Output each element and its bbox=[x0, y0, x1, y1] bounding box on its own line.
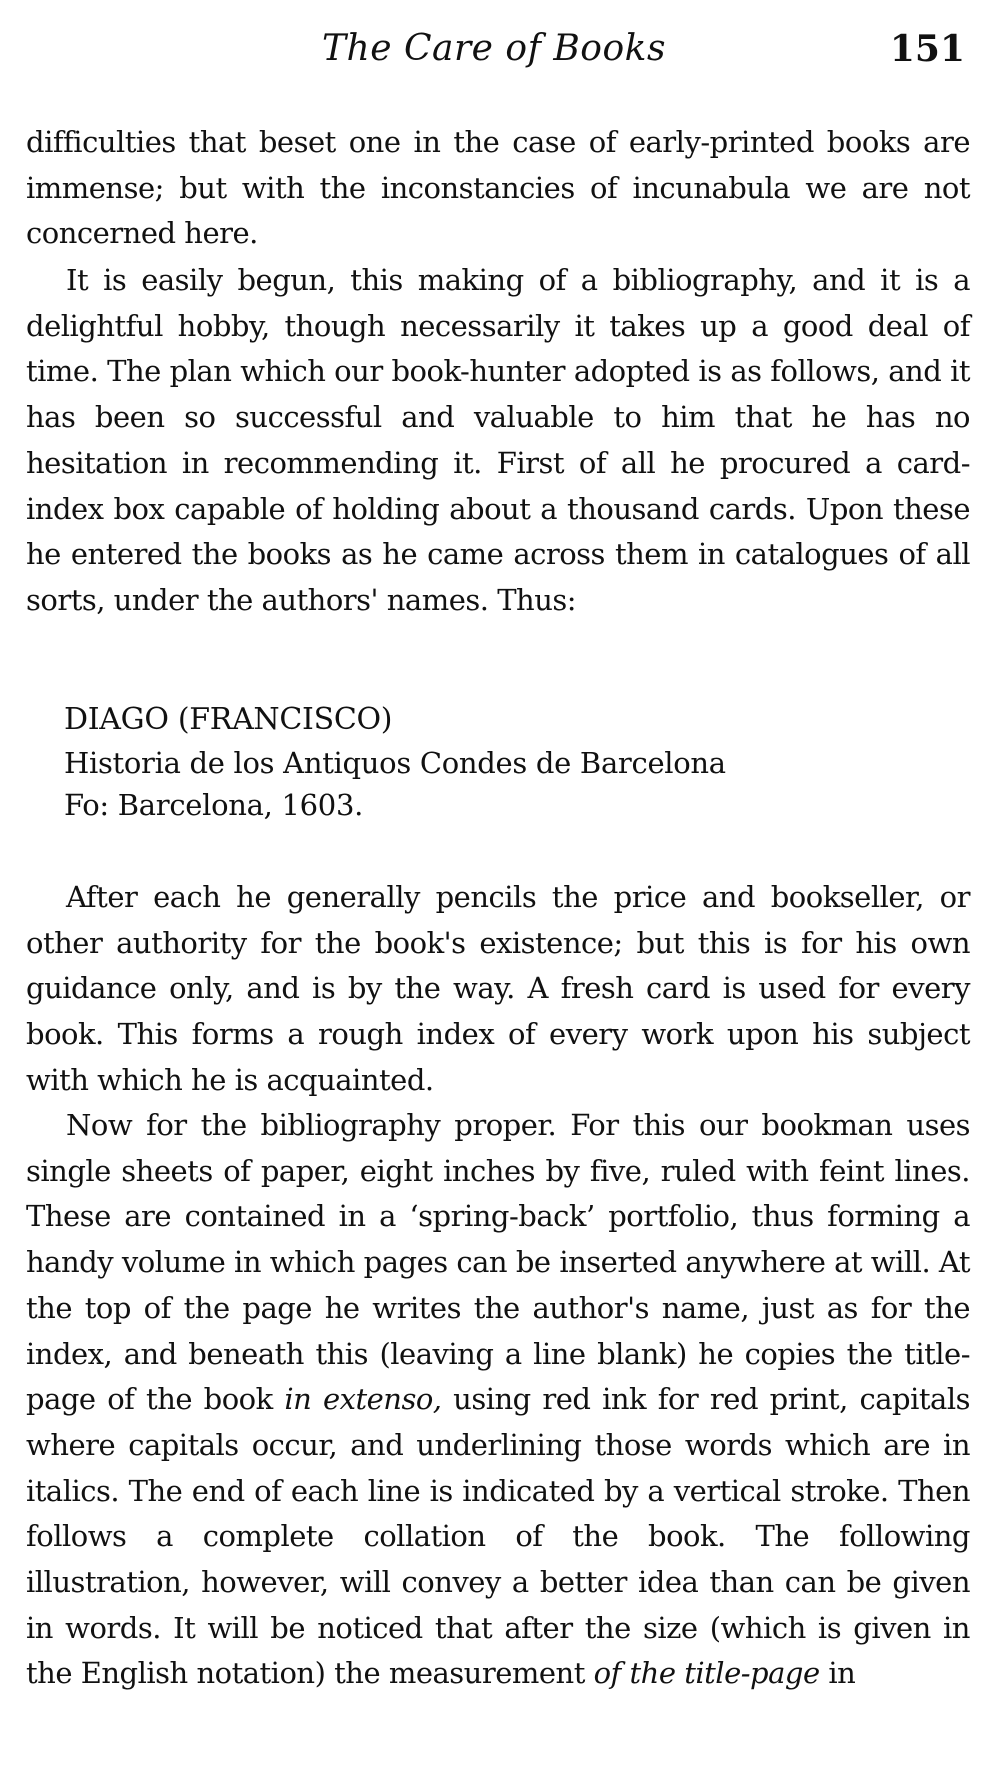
p4-italic-in-extenso: in extenso, bbox=[284, 1382, 442, 1417]
entry-author: DIAGO (FRANCISCO) bbox=[64, 702, 393, 737]
page-number: 151 bbox=[889, 28, 965, 70]
paragraph-card-index: It is easily begun, this making of a bibliography, and it is a delightful hobby, though necessarily it takes up a good deal of time. The plan which our book-hunter adopted is as follows, and it has been so successful and valuable to him that he has no hesitation in recommending it. First of all he procured a card-index box capable of holding about a thousand cards. Upon these he entered the books as he came across them in catalogues of all sorts, under the authors' names. Thus: bbox=[26, 263, 970, 617]
p4-text-3: in bbox=[819, 1656, 856, 1691]
entry-imprint: Fo: Barcelona, 1603. bbox=[64, 788, 364, 822]
p4-text-2: using red ink for red print, capitals where capitals occur, and underlining those words which are in italics. The end of each line is indicated by a vertical stroke. Then follows a complete collation of the book. The following illustration, however, will convey a better idea than can be given in words. It will be noticed that after the size (which is given in the English notation) the measurement bbox=[26, 1382, 970, 1691]
p4-italic-title-page: of the title-page bbox=[593, 1656, 820, 1691]
running-head-title: The Care of Books bbox=[322, 28, 666, 69]
paragraph-continuation: difficulties that beset one in the case of early-printed books are immense; but with the inconstancies of incunabula we are not concerned here. bbox=[26, 125, 970, 251]
paragraph-bibliography-proper bbox=[26, 1103, 970, 1697]
running-head bbox=[28, 28, 970, 84]
entry-title: Historia de los Antiquos Condes de Barcelona bbox=[64, 746, 726, 780]
p4-text-1: Now for the bibliography proper. For this our bookman uses single sheets of paper, eight inches by five, ruled with feint lines. These are contained in a ‘spring-back’ portfolio, thus forming a handy volume in which pages can be inserted anywhere at will. At the top of the page he writes the author's name, just as for the index, and beneath this (leaving a line blank) he copies the title-page of the book bbox=[26, 1108, 970, 1417]
paragraph-pencil-notes: After each he generally pencils the price and bookseller, or other authority for the book's existence; but this is for his own guidance only, and is by the way. A fresh card is used for every book. This forms a rough index of every work upon his subject with which he is acquainted. bbox=[26, 880, 970, 1097]
